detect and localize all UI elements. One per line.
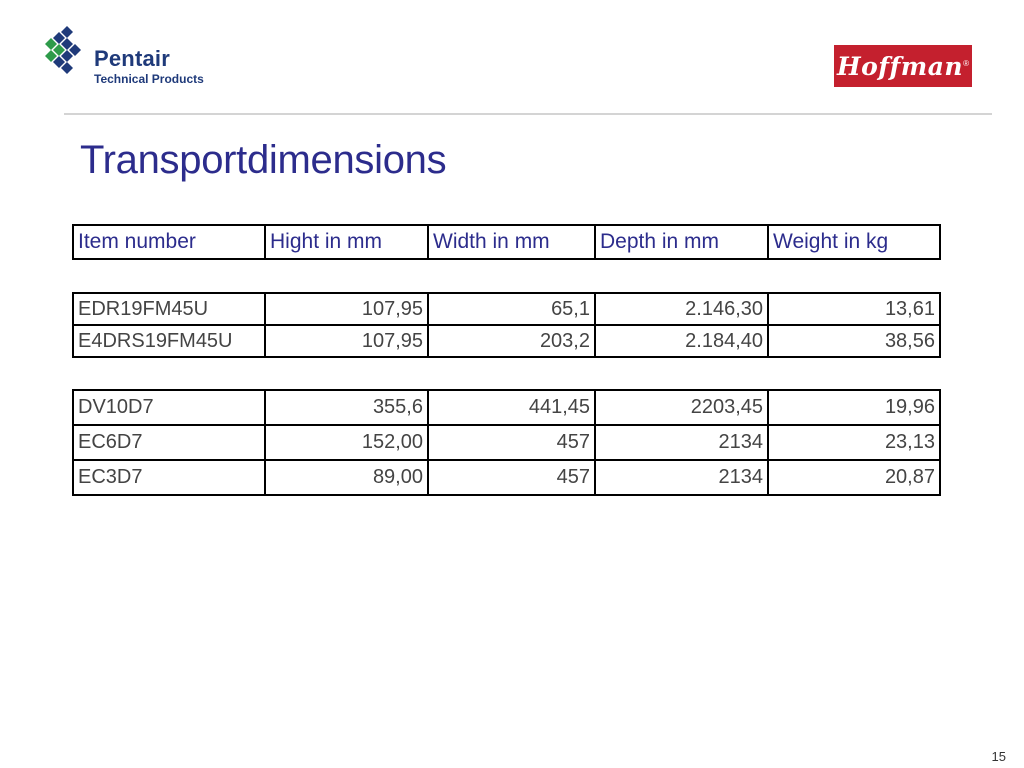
product-group-2-table [72, 389, 941, 496]
registered-mark: ® [963, 58, 970, 68]
brand-name: Pentair [94, 46, 170, 71]
product-group-1-table [72, 292, 941, 358]
brand-subtitle: Technical Products [94, 72, 204, 86]
header-item-number: Item number [73, 225, 265, 259]
header-height: Hight in mm [265, 225, 428, 259]
weight-cell: 23,13 [768, 425, 940, 460]
weight-cell: 20,87 [768, 460, 940, 495]
header-depth: Depth in mm [595, 225, 768, 259]
width-cell: 203,2 [428, 325, 595, 357]
height-cell: 89,00 [265, 460, 428, 495]
height-cell: 107,95 [265, 293, 428, 325]
item-number-cell: EC3D7 [73, 460, 265, 495]
pentair-diamond-icon [42, 26, 88, 76]
height-cell: 152,00 [265, 425, 428, 460]
table-row [73, 460, 940, 495]
weight-cell: 13,61 [768, 293, 940, 325]
table-row [73, 425, 940, 460]
item-number-cell: E4DRS19FM45U [73, 325, 265, 357]
header-width: Width in mm [428, 225, 595, 259]
table-row [73, 293, 940, 325]
item-number-cell: DV10D7 [73, 390, 265, 425]
width-cell: 65,1 [428, 293, 595, 325]
header-divider [64, 113, 992, 115]
depth-cell: 2.184,40 [595, 325, 768, 357]
pentair-logo [42, 26, 204, 86]
page-title: Transportdimensions [80, 138, 447, 182]
width-cell: 457 [428, 460, 595, 495]
item-number-cell: EDR19FM45U [73, 293, 265, 325]
hoffman-logo [834, 45, 972, 87]
weight-cell: 38,56 [768, 325, 940, 357]
hoffman-logo-text: Hoffman [836, 51, 964, 81]
header-row [73, 225, 940, 259]
depth-cell: 2134 [595, 460, 768, 495]
item-number-cell: EC6D7 [73, 425, 265, 460]
width-cell: 457 [428, 425, 595, 460]
height-cell: 355,6 [265, 390, 428, 425]
height-cell: 107,95 [265, 325, 428, 357]
table-row [73, 325, 940, 357]
weight-cell: 19,96 [768, 390, 940, 425]
depth-cell: 2134 [595, 425, 768, 460]
depth-cell: 2.146,30 [595, 293, 768, 325]
header-table [72, 224, 941, 260]
header-weight: Weight in kg [768, 225, 940, 259]
width-cell: 441,45 [428, 390, 595, 425]
table-row [73, 390, 940, 425]
depth-cell: 2203,45 [595, 390, 768, 425]
page-number: 15 [991, 749, 1006, 764]
